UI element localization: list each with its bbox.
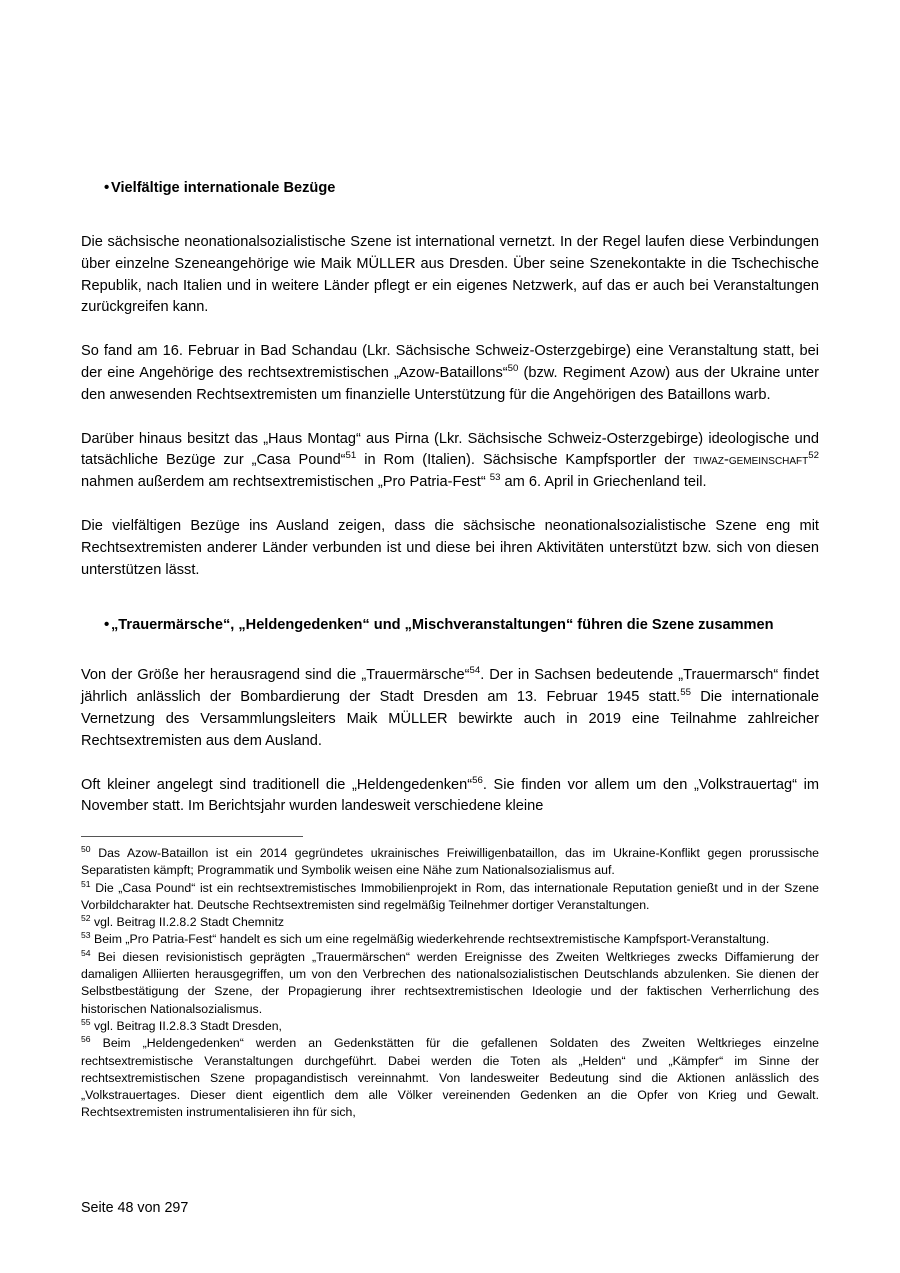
footnote-ref-53[interactable]: 53 (489, 472, 501, 484)
paragraph-p2-part-a: So fand am 16. Februar in Bad Schandau (Lkr. Sächsische Schweiz-Osterzgebirge) eine Veranstaltung statt, bei der eine Angehörige des rechtsextremistischen „Azow-Bataillons“ (81, 343, 819, 381)
paragraph-p5-part-a: Von der Größe her herausragend sind die „Trauermärsche“ (81, 667, 470, 684)
paragraph-p4: Die vielfältigen Bezüge ins Ausland zeigen, dass die sächsische neonationalsozialistische Szene eng mit Rechtsextremisten anderer Länder verbunden ist und diese bei ihren Aktivitäten unterstützt bzw. sich von diesen unterstützen lässt. (81, 517, 819, 578)
footnote-ref-56[interactable]: 56 (472, 774, 483, 786)
footnote-text-56: Beim „Heldengedenken“ werden an Gedenkstätten für die gefallenen Soldaten des Zweiten Weltkrieges einzelne rechtsextremistische Veranstaltungen durchgeführt. Dabei werden die Toten als „Helden“ und „Kämpfer“ im Sinne der rechtsextremistischen Szene propagandistisch vereinnahmt. Von landesweiter Bedeutung sind die Aktionen anlässlich des „Volkstrauertages. Dieser dient eigentlich dem alle Völker vereinenden Gedenken an die Opfer von Krieg und Gewalt. Rechtsextremisten instrumentalisieren ihn für sich, (81, 1036, 819, 1120)
paragraph-p6 (81, 775, 819, 819)
bullet-heading-internationale-bezuege (81, 178, 819, 198)
spacer (81, 753, 819, 775)
footnote-number-54: 54 (81, 947, 91, 958)
paragraph-p5 (81, 665, 819, 752)
footnote-number-52: 52 (81, 913, 91, 924)
heading-text: „Trauermärsche“, „Heldengedenken“ und „Mischveranstaltungen“ führen die Szene zusammen (111, 617, 774, 634)
footnote-area (81, 836, 819, 1122)
footnote-56 (81, 1035, 819, 1121)
footnote-number-56: 56 (81, 1034, 91, 1045)
footnote-number-53: 53 (81, 930, 91, 941)
footnote-ref-51[interactable]: 51 (345, 450, 357, 462)
paragraph-p3-part-c: nahmen außerdem am rechtsextremistischen „Pro Patria-Fest“ (81, 474, 490, 491)
heading-text: Vielfältige internationale Bezüge (111, 180, 336, 196)
paragraph-p3-part-a: Darüber hinaus besitzt das „Haus Montag“ aus Pirna (Lkr. Sächsische Schweiz-Osterzgebirge) ideologische und tatsächliche Bezüge zur „Casa Pound“ (81, 430, 819, 469)
footnote-50 (81, 845, 819, 880)
footnote-51 (81, 880, 819, 915)
footnote-text-50: Das Azow-Bataillon ist ein 2014 gegründetes ukrainisches Freiwilligenbataillon, das im Ukraine-Konflikt gegen prorussische Separatisten kämpft; Programmatik und Symbolik weisen eine Nähe zum Nationalsozialismus auf. (81, 846, 819, 878)
footnote-text-51: Die „Casa Pound“ ist ein rechtsextremistisches Immobilienprojekt in Rom, das internationale Reputation genießt und in der Szene Vorbildcharakter hat. Deutsche Rechtsextremisten sind regelmäßig Teilnehmer dortiger Veranstaltungen. (81, 880, 819, 912)
page-number-label: Seite 48 von 297 (81, 1200, 189, 1216)
paragraph-p5-part-c: Die internationale Vernetzung des Versammlungsleiters Maik MÜLLER bewirkte auch in 2019 eine Teilnahme zahlreicher Rechtsextremisten aus dem Ausland. (81, 689, 819, 749)
footnote-number-50: 50 (81, 843, 91, 854)
paragraph-p2-part-b: (bzw. Regiment Azow) aus der Ukraine unter den anwesenden Rechtsextremisten um finanzielle Unterstützung für die Angehörigen des Bataillons warb. (81, 364, 819, 403)
paragraph-p6-part-a: Oft kleiner angelegt sind traditionell die „Heldengedenken“ (81, 776, 473, 793)
footnote-number-51: 51 (81, 878, 91, 889)
spacer (81, 319, 819, 341)
bullet-icon: • (104, 179, 110, 196)
page-footer (81, 1198, 819, 1218)
paragraph-p3-part-b: in Rom (Italien). Sächsische Kampfsportler der (356, 452, 694, 469)
footnote-text-53: Beim „Pro Patria-Fest“ handelt es sich um eine regelmäßig wiederkehrende rechtsextremistische Kampfsport-Veranstaltung. (94, 932, 770, 947)
spacer (81, 407, 819, 429)
footnote-ref-50[interactable]: 50 (507, 363, 519, 375)
footnote-52 (81, 914, 819, 931)
footnote-text-55: vgl. Beitrag II.2.8.3 Stadt Dresden, (94, 1018, 282, 1033)
paragraph-p6-part-b: . Sie finden vor allem um den „Volkstrauertag“ im November statt. Im Berichtsjahr wurden landesweit verschiedene kleine (81, 776, 819, 815)
paragraph-p5-part-b: . Der in Sachsen bedeutende „Trauermarsch“ findet jährlich anlässlich der Bombardierung der Stadt Dresden am 13. Februar 1945 statt. (81, 667, 819, 706)
footnote-text-54: Bei diesen revisionistisch geprägten „Trauermärschen“ werden Ereignisse des Zweiten Weltkrieges zwecks Diffamierung der damaligen Alliierten herausgegriffen, um von den Verbrechen des nationalsozialistischen Deutschlands abzulenken. Sie dienen der Selbstbestätigung der Szene, der Propagierung ihrer rechtsextremistischen Ideologie und der faktischen Verherrlichung des historischen Nationalsozialismus. (81, 949, 819, 1016)
spacer (81, 494, 819, 516)
footnote-separator-rule (81, 836, 303, 837)
footnote-ref-55[interactable]: 55 (680, 687, 691, 699)
spacer (81, 198, 819, 232)
bullet-icon: • (104, 616, 110, 634)
paragraph-p1: Die sächsische neonationalsozialistische Szene ist international vernetzt. In der Regel laufen diese Verbindungen über einzelne Szeneangehörige wie Maik MÜLLER aus Dresden. Über seine Szenekontakte in die Tschechische Republik, nach Italien und in weitere Länder pflegt er ein eigenes Netzwerk, auf das er auch bei Veranstaltungen zurückgreifen kann. (81, 234, 819, 316)
paragraph-p3-part-d: am 6. April in Griechenland teil. (500, 474, 707, 491)
footnote-ref-52[interactable]: 52 (808, 450, 819, 462)
paragraph-p3 (81, 429, 819, 494)
footnote-54 (81, 949, 819, 1018)
spacer (81, 581, 819, 615)
organisation-name-tiwaz: tiwaz-gemeinschaft (693, 452, 809, 469)
footnote-number-55: 55 (81, 1016, 91, 1027)
footnote-ref-54[interactable]: 54 (469, 665, 481, 677)
footnote-55 (81, 1018, 819, 1035)
footnote-53 (81, 931, 819, 948)
page-content (81, 178, 819, 818)
footnote-text-52: vgl. Beitrag II.2.8.2 Stadt Chemnitz (94, 915, 285, 930)
paragraph-p2 (81, 341, 819, 406)
spacer (81, 635, 819, 665)
bullet-heading-trauermaersche (81, 615, 819, 635)
